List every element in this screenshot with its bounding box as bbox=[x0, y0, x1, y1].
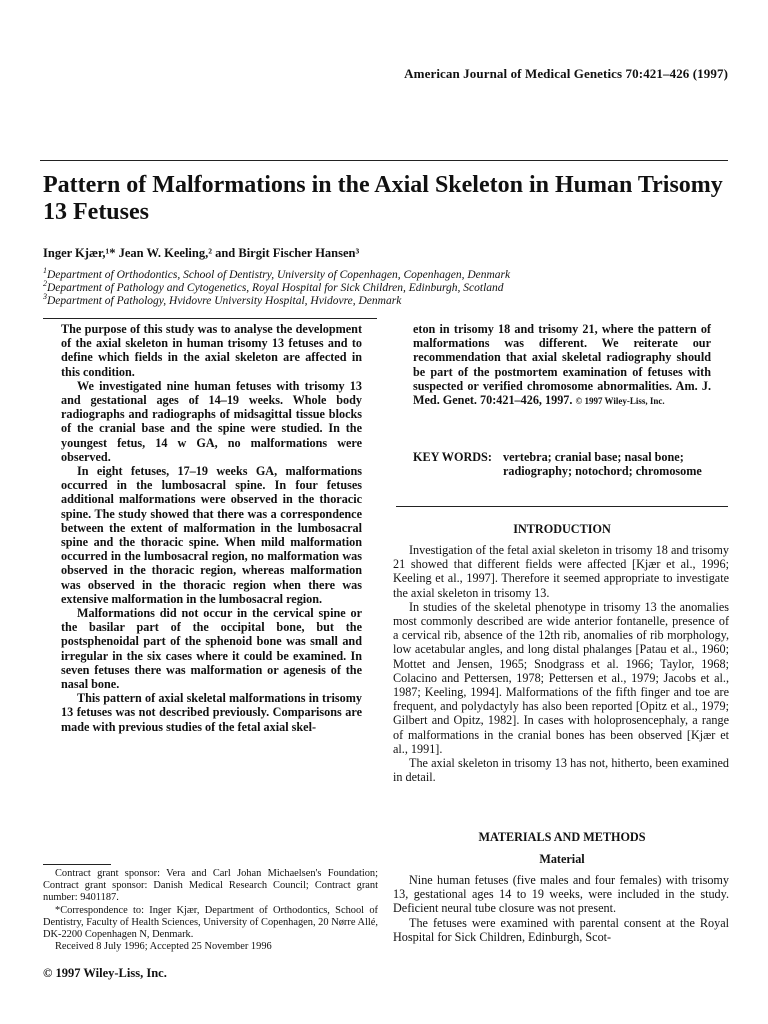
copyright-notice: © 1997 Wiley-Liss, Inc. bbox=[43, 966, 167, 980]
footnote-rule bbox=[43, 864, 111, 865]
introduction-heading: INTRODUCTION bbox=[513, 522, 611, 536]
abstract-rule bbox=[43, 318, 377, 319]
body-paragraph: The fetuses were examined with parental consent at the Royal Hospital for Sick Children, Edinburgh, Scot- bbox=[393, 915, 729, 944]
abstract-paragraph-split: This pattern of axial skeletal malformations in trisomy 13 fetuses was not described previously. Comparisons are made with previous studies of the fetal axial skel- bbox=[61, 691, 362, 734]
affiliation-3: $^3$Department of Pathology, Hvidovre University Hospital, Hvidovre, Denmark bbox=[43, 292, 402, 307]
body-paragraph: Nine human fetuses (five males and four females) with trisomy 13, gestational ages 14 to 19 weeks, were included in the study. Deficient neural tube closure was not present. bbox=[393, 873, 729, 916]
key-words-value: vertebra; cranial base; nasal bone; radiography; notochord; chromosome bbox=[503, 450, 702, 479]
author-list: Inger Kjær,¹* Jean W. Keeling,² and Birgit Fischer Hansen³ bbox=[43, 246, 360, 260]
abstract-paragraph: The purpose of this study was to analyse the development of the axial skeleton in human trisomy 13 fetuses and to define which fields in the axial skeleton are affected in this condition. bbox=[61, 322, 362, 379]
footnote-received: Received 8 July 1996; Accepted 25 November 1996 bbox=[55, 941, 272, 953]
abstract-paragraph: We investigated nine human fetuses with trisomy 13 and gestational ages of 14–19 weeks. Whole body radiographs and radiographs of midsagittal tissue blocks of the cranial base and the spine were studied. In the youngest fetus, 14 w GA, no malformations were observed. bbox=[61, 378, 362, 464]
section-rule bbox=[396, 506, 728, 507]
abstract-copyright: © 1997 Wiley-Liss, Inc. bbox=[575, 396, 665, 407]
body-paragraph: In studies of the skeletal phenotype in trisomy 13 the anomalies most commonly described are wide anterior fontanelle, presence of a cervical rib, absence of the 12th rib, anomalies of rib morphology, low acetabular angles, and long distal phalanges [Patau et al., 1960; Mottet and Jensen, 1965; Snodgrass et al. 1966; Taylor, 1968; Colacino and Pettersen, 1978; Pettersen et al., 1979; Jacobs et al., 1987; Keeling, 1994]. Malformations of the fifth finger and toe are frequent, and polydactyly has also been reported [Opitz et al., 1979; Gilbert and Opitz, 1982]. In cases with holoprosencephaly, a range of malformations in the cranial bones has been observed [Kjær et al., 1991]. bbox=[393, 599, 729, 756]
footnote-correspondence: *Correspondence to: Inger Kjær, Department of Orthodontics, School of Dentistry, Faculty of Health Sciences, University of Copenhagen, 20 Nørre Allé, DK-2200 Copenhagen N, Denmark. bbox=[43, 904, 378, 941]
body-paragraph: Investigation of the fetal axial skeleton in trisomy 18 and trisomy 21 showed that different fields were affected [Kjær et al., 1996; Keeling et al., 1997]. Therefore it seemed appropriate to investigate the axial skeleton in trisomy 13. bbox=[393, 543, 729, 600]
affiliation-1: $^1$Department of Orthodontics, School of Dentistry, University of Copenhagen, Copenhagen, Denmark bbox=[43, 266, 511, 281]
introduction-body bbox=[393, 543, 729, 784]
footnotes bbox=[43, 868, 378, 953]
material-subheading: Material bbox=[539, 852, 585, 866]
affiliation-2: $^2$Department of Pathology and Cytogenetics, Royal Hospital for Sick Children, Edinburgh, Scotland bbox=[43, 279, 504, 294]
body-paragraph: The axial skeleton in trisomy 13 has not, hitherto, been examined in detail. bbox=[393, 756, 729, 785]
journal-citation: American Journal of Medical Genetics 70:421–426 (1997) bbox=[404, 66, 728, 81]
methods-heading: MATERIALS AND METHODS bbox=[478, 830, 646, 844]
methods-body bbox=[393, 873, 729, 944]
header-rule bbox=[40, 160, 728, 161]
key-words-label: KEY WORDS: bbox=[413, 450, 492, 464]
abstract-paragraph-continued: eton in trisomy 18 and trisomy 21, where the pattern of malformations was different. We reiterate our recommendation that axial skeletal radiography should be part of the postmortem examination of fetuses with suspected or verified chromosome abnormalities. Am. J. Med. Genet. 70:421–426, 1997. © 1997 Wiley-Liss, Inc. bbox=[413, 322, 711, 408]
article-title: Pattern of Malformations in the Axial Skeleton in Human Trisomy 13 Fetuses bbox=[43, 172, 723, 225]
footnote-grant: Contract grant sponsor: Vera and Carl Johan Michaelsen's Foundation; Contract grant sponsor: Danish Medical Research Council; Contract grant number: 9401187. bbox=[43, 868, 378, 904]
abstract-paragraph: Malformations did not occur in the cervical spine or the basilar part of the occipital bone, but the postsphenoidal part of the sphenoid bone was small and irregular in the six cases where it could be examined. In seven fetuses there was malformation or agenesis of the nasal bone. bbox=[61, 606, 362, 692]
abstract-paragraph: In eight fetuses, 17–19 weeks GA, malformations occurred in the lumbosacral spine. In four fetuses additional malformations were observed in the thoracic spine. The study showed that there was a correspondence between the extent of malformation in the lumbosacral spine and the thoracic spine. When mild malformation occurred in the lumbosacral region, no malformation was observed in the thoracic region, whereas malformation was observed in the thoracic region when there was extensive malformation in the lumbosacral region. bbox=[61, 464, 362, 606]
abstract-left-column bbox=[61, 322, 362, 734]
abstract-right-column bbox=[413, 322, 711, 408]
